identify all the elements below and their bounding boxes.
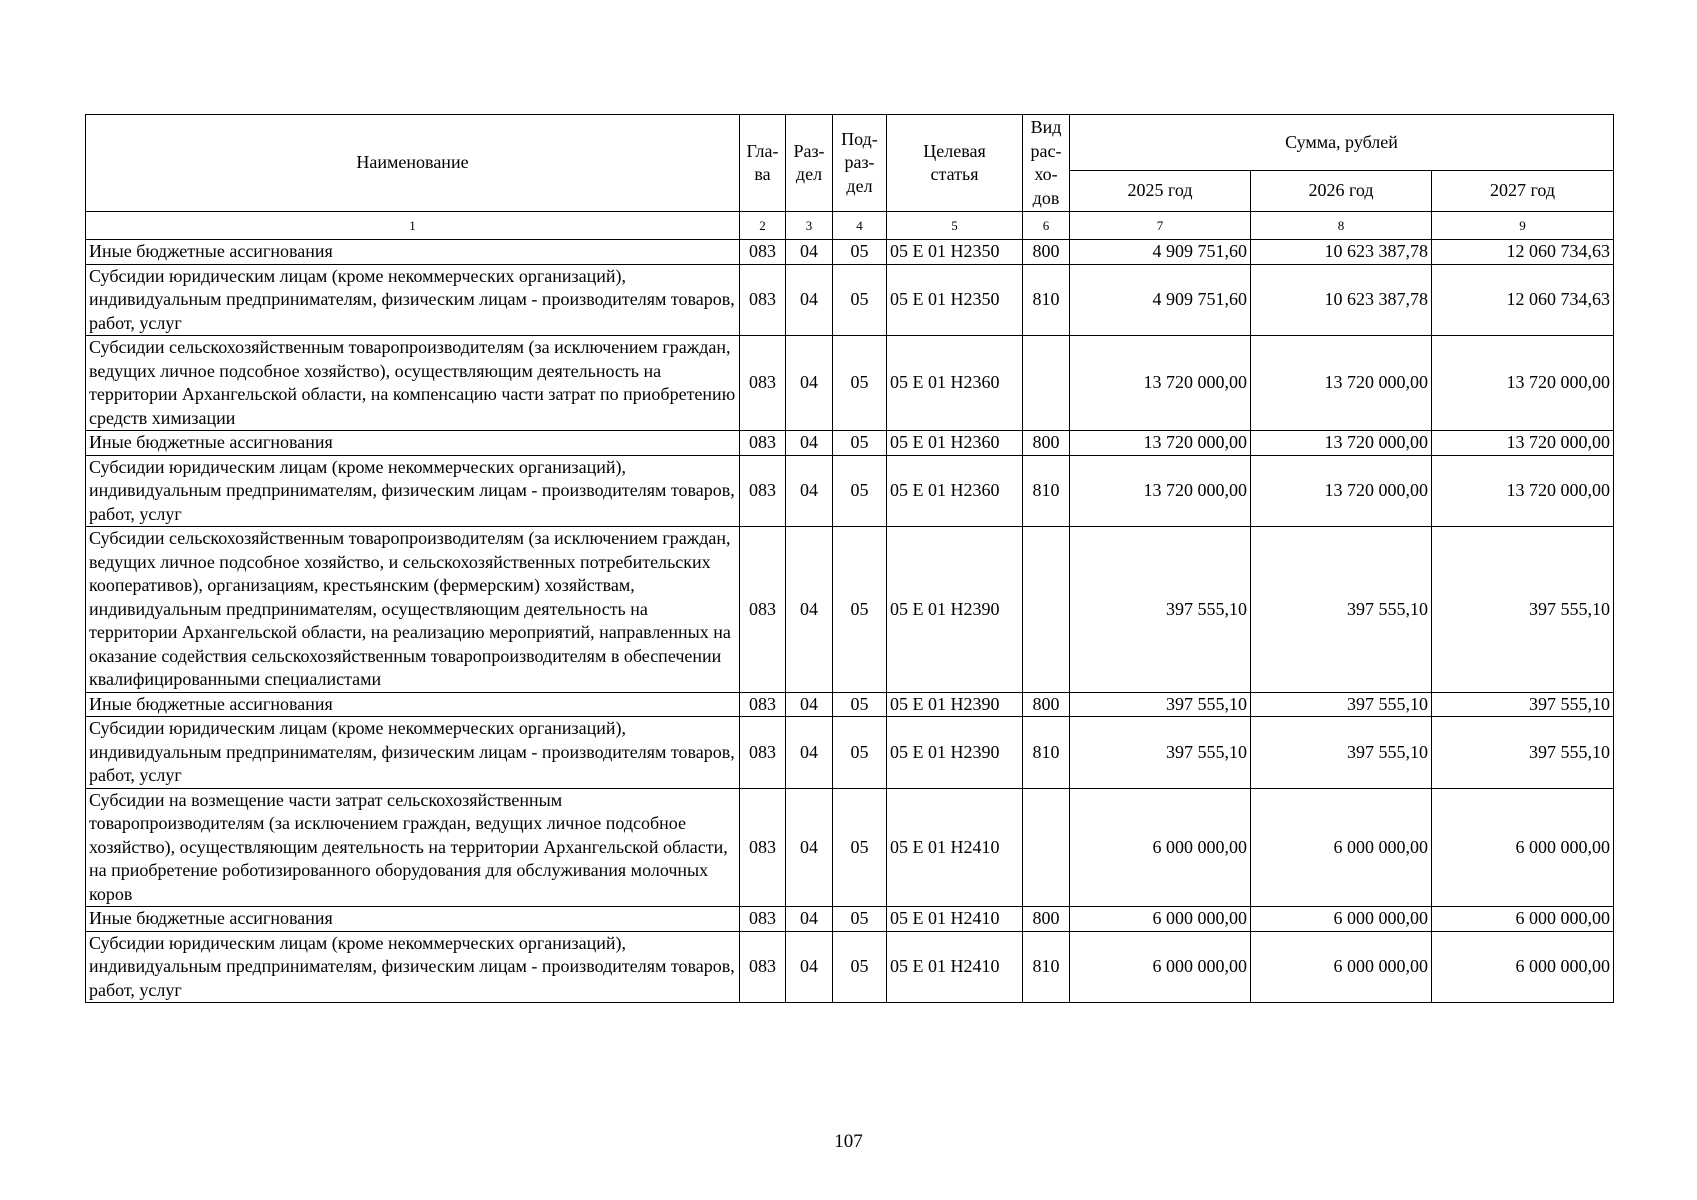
row-razdel: 04 bbox=[786, 692, 833, 717]
row-amount-2026: 6 000 000,00 bbox=[1251, 788, 1432, 907]
row-podrazdel: 05 bbox=[833, 455, 887, 527]
row-podrazdel: 05 bbox=[833, 931, 887, 1003]
row-amount-2026: 13 720 000,00 bbox=[1251, 336, 1432, 431]
row-amount-2027: 397 555,10 bbox=[1432, 527, 1614, 693]
row-razdel: 04 bbox=[786, 264, 833, 336]
row-expense-type: 800 bbox=[1023, 692, 1070, 717]
row-glava: 083 bbox=[740, 336, 786, 431]
row-expense-type: 810 bbox=[1023, 717, 1070, 789]
row-amount-2026: 397 555,10 bbox=[1251, 717, 1432, 789]
row-glava: 083 bbox=[740, 931, 786, 1003]
row-amount-2025: 4 909 751,60 bbox=[1070, 240, 1251, 265]
row-name: Иные бюджетные ассигнования bbox=[86, 240, 740, 265]
row-razdel: 04 bbox=[786, 717, 833, 789]
header-expense-type: Вид рас- хо- дов bbox=[1023, 115, 1070, 212]
table-row bbox=[86, 455, 1614, 527]
row-name: Субсидии на возмещение части затрат сельскохозяйственным товаропроизводителям (за исключением граждан, ведущих личное подсобное хозяйство), осуществляющим деятельность на территории Архангельской области, на приобретение роботизированного оборудования для обслуживания молочных коров bbox=[86, 788, 740, 907]
row-glava: 083 bbox=[740, 717, 786, 789]
header-sum: Сумма, рублей bbox=[1070, 115, 1614, 171]
column-number: 1 bbox=[86, 212, 740, 240]
row-podrazdel: 05 bbox=[833, 788, 887, 907]
table-row bbox=[86, 264, 1614, 336]
header-glava: Гла- ва bbox=[740, 115, 786, 212]
row-podrazdel: 05 bbox=[833, 527, 887, 693]
row-podrazdel: 05 bbox=[833, 907, 887, 932]
row-amount-2025: 13 720 000,00 bbox=[1070, 431, 1251, 456]
table-row bbox=[86, 692, 1614, 717]
row-amount-2026: 13 720 000,00 bbox=[1251, 455, 1432, 527]
column-number: 6 bbox=[1023, 212, 1070, 240]
row-glava: 083 bbox=[740, 455, 786, 527]
column-number: 8 bbox=[1251, 212, 1432, 240]
row-target-article: 05 Е 01 Н2410 bbox=[887, 788, 1023, 907]
row-glava: 083 bbox=[740, 431, 786, 456]
row-name: Субсидии юридическим лицам (кроме некоммерческих организаций), индивидуальным предпринимателям, физическим лицам - производителям товаров, работ, услуг bbox=[86, 931, 740, 1003]
table-row bbox=[86, 717, 1614, 789]
table-row bbox=[86, 527, 1614, 693]
row-amount-2025: 6 000 000,00 bbox=[1070, 931, 1251, 1003]
row-name: Субсидии юридическим лицам (кроме некоммерческих организаций), индивидуальным предпринимателям, физическим лицам - производителям товаров, работ, услуг bbox=[86, 264, 740, 336]
row-target-article: 05 Е 01 Н2360 bbox=[887, 336, 1023, 431]
column-number-row bbox=[86, 212, 1614, 240]
row-target-article: 05 Е 01 Н2390 bbox=[887, 717, 1023, 789]
row-razdel: 04 bbox=[786, 931, 833, 1003]
row-expense-type: 800 bbox=[1023, 907, 1070, 932]
row-expense-type: 800 bbox=[1023, 240, 1070, 265]
row-amount-2025: 13 720 000,00 bbox=[1070, 336, 1251, 431]
header-razdel: Раз- дел bbox=[786, 115, 833, 212]
row-amount-2027: 12 060 734,63 bbox=[1432, 264, 1614, 336]
row-expense-type: 810 bbox=[1023, 931, 1070, 1003]
column-number: 2 bbox=[740, 212, 786, 240]
column-number: 9 bbox=[1432, 212, 1614, 240]
row-target-article: 05 Е 01 Н2360 bbox=[887, 431, 1023, 456]
row-amount-2026: 6 000 000,00 bbox=[1251, 907, 1432, 932]
row-amount-2027: 6 000 000,00 bbox=[1432, 788, 1614, 907]
row-expense-type: 810 bbox=[1023, 264, 1070, 336]
row-glava: 083 bbox=[740, 527, 786, 693]
row-amount-2025: 397 555,10 bbox=[1070, 717, 1251, 789]
row-amount-2027: 13 720 000,00 bbox=[1432, 336, 1614, 431]
header-year-2026: 2026 год bbox=[1251, 171, 1432, 212]
row-target-article: 05 Е 01 Н2350 bbox=[887, 240, 1023, 265]
row-target-article: 05 Е 01 Н2360 bbox=[887, 455, 1023, 527]
row-razdel: 04 bbox=[786, 240, 833, 265]
row-amount-2027: 13 720 000,00 bbox=[1432, 455, 1614, 527]
row-amount-2027: 397 555,10 bbox=[1432, 692, 1614, 717]
table-row bbox=[86, 240, 1614, 265]
row-podrazdel: 05 bbox=[833, 264, 887, 336]
row-amount-2025: 397 555,10 bbox=[1070, 527, 1251, 693]
row-razdel: 04 bbox=[786, 527, 833, 693]
row-amount-2026: 397 555,10 bbox=[1251, 527, 1432, 693]
header-podrazdel: Под- раз- дел bbox=[833, 115, 887, 212]
table-row bbox=[86, 907, 1614, 932]
row-expense-type bbox=[1023, 788, 1070, 907]
row-expense-type bbox=[1023, 336, 1070, 431]
row-razdel: 04 bbox=[786, 788, 833, 907]
column-number: 5 bbox=[887, 212, 1023, 240]
row-amount-2027: 397 555,10 bbox=[1432, 717, 1614, 789]
row-razdel: 04 bbox=[786, 431, 833, 456]
row-podrazdel: 05 bbox=[833, 336, 887, 431]
column-number: 4 bbox=[833, 212, 887, 240]
row-podrazdel: 05 bbox=[833, 240, 887, 265]
table-body bbox=[86, 240, 1614, 1003]
row-amount-2026: 397 555,10 bbox=[1251, 692, 1432, 717]
row-expense-type: 800 bbox=[1023, 431, 1070, 456]
row-amount-2025: 13 720 000,00 bbox=[1070, 455, 1251, 527]
column-number: 7 bbox=[1070, 212, 1251, 240]
page-number: 107 bbox=[834, 1131, 863, 1152]
header-year-2027: 2027 год bbox=[1432, 171, 1614, 212]
row-target-article: 05 Е 01 Н2410 bbox=[887, 907, 1023, 932]
header-year-2025: 2025 год bbox=[1070, 171, 1251, 212]
row-podrazdel: 05 bbox=[833, 717, 887, 789]
table-row bbox=[86, 336, 1614, 431]
row-razdel: 04 bbox=[786, 455, 833, 527]
row-amount-2027: 13 720 000,00 bbox=[1432, 431, 1614, 456]
row-name: Субсидии сельскохозяйственным товаропроизводителям (за исключением граждан, ведущих личное подсобное хозяйство, и сельскохозяйственных потребительских кооперативов), организациям, крестьянским (фермерским) хозяйствам, индивидуальным предпринимателям, осуществляющим деятельность на территории Архангельской области, на реализацию мероприятий, направленных на оказание содействия сельскохозяйственным товаропроизводителям в обеспечении квалифицированными специалистами bbox=[86, 527, 740, 693]
row-glava: 083 bbox=[740, 240, 786, 265]
row-name: Иные бюджетные ассигнования bbox=[86, 692, 740, 717]
row-glava: 083 bbox=[740, 692, 786, 717]
row-amount-2025: 6 000 000,00 bbox=[1070, 907, 1251, 932]
row-expense-type: 810 bbox=[1023, 455, 1070, 527]
row-amount-2026: 10 623 387,78 bbox=[1251, 240, 1432, 265]
column-number: 3 bbox=[786, 212, 833, 240]
row-glava: 083 bbox=[740, 788, 786, 907]
row-amount-2027: 6 000 000,00 bbox=[1432, 907, 1614, 932]
row-amount-2026: 10 623 387,78 bbox=[1251, 264, 1432, 336]
row-target-article: 05 Е 01 Н2390 bbox=[887, 527, 1023, 693]
row-name: Иные бюджетные ассигнования bbox=[86, 431, 740, 456]
row-glava: 083 bbox=[740, 264, 786, 336]
row-amount-2026: 13 720 000,00 bbox=[1251, 431, 1432, 456]
row-glava: 083 bbox=[740, 907, 786, 932]
row-amount-2025: 397 555,10 bbox=[1070, 692, 1251, 717]
row-razdel: 04 bbox=[786, 336, 833, 431]
row-amount-2027: 12 060 734,63 bbox=[1432, 240, 1614, 265]
row-target-article: 05 Е 01 Н2390 bbox=[887, 692, 1023, 717]
row-podrazdel: 05 bbox=[833, 431, 887, 456]
header-name: Наименование bbox=[86, 115, 740, 212]
row-name: Субсидии юридическим лицам (кроме некоммерческих организаций), индивидуальным предпринимателям, физическим лицам - производителям товаров, работ, услуг bbox=[86, 455, 740, 527]
row-target-article: 05 Е 01 Н2410 bbox=[887, 931, 1023, 1003]
header-target-article: Целевая статья bbox=[887, 115, 1023, 212]
row-expense-type bbox=[1023, 527, 1070, 693]
row-target-article: 05 Е 01 Н2350 bbox=[887, 264, 1023, 336]
row-amount-2025: 6 000 000,00 bbox=[1070, 788, 1251, 907]
table-row bbox=[86, 788, 1614, 907]
table-row bbox=[86, 931, 1614, 1003]
row-amount-2026: 6 000 000,00 bbox=[1251, 931, 1432, 1003]
row-name: Субсидии юридическим лицам (кроме некоммерческих организаций), индивидуальным предпринимателям, физическим лицам - производителям товаров, работ, услуг bbox=[86, 717, 740, 789]
row-amount-2025: 4 909 751,60 bbox=[1070, 264, 1251, 336]
table-row bbox=[86, 431, 1614, 456]
row-amount-2027: 6 000 000,00 bbox=[1432, 931, 1614, 1003]
row-name: Иные бюджетные ассигнования bbox=[86, 907, 740, 932]
row-podrazdel: 05 bbox=[833, 692, 887, 717]
row-name: Субсидии сельскохозяйственным товаропроизводителям (за исключением граждан, ведущих личное подсобное хозяйство), осуществляющим деятельность на территории Архангельской области, на компенсацию части затрат по приобретению средств химизации bbox=[86, 336, 740, 431]
row-razdel: 04 bbox=[786, 907, 833, 932]
budget-table bbox=[85, 114, 1614, 1003]
